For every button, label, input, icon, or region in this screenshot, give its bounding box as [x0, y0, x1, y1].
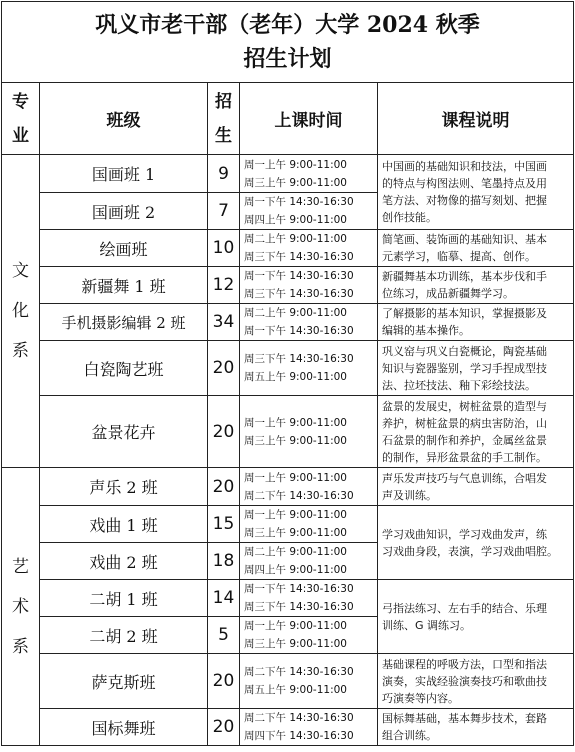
- header-time: 上课时间: [240, 83, 378, 155]
- course-desc: 国标舞基础，基本舞步技术，套路 组合训练。: [378, 709, 574, 746]
- class-time: 周二上午 9:00-11:00 周三下午 14:30-16:30: [240, 230, 378, 267]
- table-row: [2, 304, 574, 341]
- table-row: [2, 230, 574, 267]
- enroll-count: 9: [208, 155, 240, 193]
- enroll-count: 14: [208, 580, 240, 617]
- enroll-count: 10: [208, 230, 240, 267]
- class-name: 国标舞班: [40, 709, 208, 746]
- course-desc: 盆景的发展史，树桩盆景的造型与 养护，树桩盆景的病虫害防治，山 石盆景的制作和养护，金属丝盆景 的制作，异形盆景盆的手工制作。: [378, 396, 574, 468]
- header-desc: 课程说明: [378, 83, 574, 155]
- table-row: [2, 709, 574, 746]
- enrollment-table: [1, 1, 574, 746]
- table-row: [2, 155, 574, 193]
- class-time: 周一下午 14:30-16:30 周四上午 9:00-11:00: [240, 193, 378, 230]
- table-title: [2, 2, 574, 83]
- class-name: 白瓷陶艺班: [40, 341, 208, 396]
- table-row: [2, 341, 574, 396]
- dept-art: 艺 术 系: [2, 468, 40, 746]
- class-time: 周三下午 14:30-16:30 周五上午 9:00-11:00: [240, 341, 378, 396]
- header-class: 班级: [40, 83, 208, 155]
- table-row: [2, 396, 574, 468]
- enroll-count: 20: [208, 709, 240, 746]
- class-name: 二胡 2 班: [40, 617, 208, 654]
- title-line-2: 招生计划: [243, 46, 332, 72]
- course-desc: 中国画的基础知识和技法，中国画 的特点与构图法则、笔墨持点及用 笔方法、对物像的描写刻划、把握 创作技能。: [378, 155, 574, 230]
- header-enroll: 招 生: [208, 83, 240, 155]
- enroll-count: 12: [208, 267, 240, 304]
- course-desc: 了解摄影的基本知识，掌握摄影及 编辑的基本操作。: [378, 304, 574, 341]
- class-name: 戏曲 1 班: [40, 506, 208, 543]
- enroll-count: 7: [208, 193, 240, 230]
- enroll-count: 20: [208, 654, 240, 709]
- class-name: 国画班 2: [40, 193, 208, 230]
- course-desc: 新疆舞基本功训练，基本步伐和手 位练习，成品新疆舞学习。: [378, 267, 574, 304]
- enroll-count: 18: [208, 543, 240, 580]
- class-name: 二胡 1 班: [40, 580, 208, 617]
- header-row: [2, 83, 574, 155]
- enroll-count: 5: [208, 617, 240, 654]
- class-time: 周二下午 14:30-16:30 周四下午 14:30-16:30: [240, 709, 378, 746]
- class-name: 声乐 2 班: [40, 468, 208, 506]
- table-row: [2, 468, 574, 506]
- course-desc: 简笔画、装饰画的基础知识、基本 元素学习，临摹、提高、创作。: [378, 230, 574, 267]
- class-name: 盆景花卉: [40, 396, 208, 468]
- class-time: 周一下午 14:30-16:30 周三下午 14:30-16:30: [240, 267, 378, 304]
- enroll-count: 20: [208, 341, 240, 396]
- course-desc: 学习戏曲知识，学习戏曲发声，练 习戏曲身段，表演，学习戏曲唱腔。: [378, 506, 574, 580]
- class-time: 周二上午 9:00-11:00 周四上午 9:00-11:00: [240, 543, 378, 580]
- course-desc: 弓指法练习、左右手的结合、乐理 训练、G 调练习。: [378, 580, 574, 654]
- table-row: [2, 580, 574, 617]
- class-time: 周一上午 9:00-11:00 周二下午 14:30-16:30: [240, 468, 378, 506]
- class-name: 绘画班: [40, 230, 208, 267]
- course-desc: 声乐发声技巧与气息训练，合唱发 声及训练。: [378, 468, 574, 506]
- class-name: 国画班 1: [40, 155, 208, 193]
- class-time: 周二上午 9:00-11:00 周一下午 14:30-16:30: [240, 304, 378, 341]
- table-row: [2, 267, 574, 304]
- table-row: [2, 506, 574, 543]
- class-time: 周一上午 9:00-11:00 周三上午 9:00-11:00: [240, 617, 378, 654]
- class-name: 手机摄影编辑 2 班: [40, 304, 208, 341]
- title-line-1: 巩义市老干部（老年）大学 2024 秋季: [95, 12, 480, 38]
- class-time: 周一上午 9:00-11:00 周三上午 9:00-11:00: [240, 396, 378, 468]
- enroll-count: 34: [208, 304, 240, 341]
- class-name: 戏曲 2 班: [40, 543, 208, 580]
- class-time: 周二下午 14:30-16:30 周五上午 9:00-11:00: [240, 654, 378, 709]
- enroll-count: 15: [208, 506, 240, 543]
- course-desc: 基础课程的呼吸方法，口型和指法 演奏，实战经验演奏技巧和歌曲技 巧演奏等内容。: [378, 654, 574, 709]
- class-time: 周一上午 9:00-11:00 周三上午 9:00-11:00: [240, 506, 378, 543]
- class-name: 新疆舞 1 班: [40, 267, 208, 304]
- class-name: 萨克斯班: [40, 654, 208, 709]
- dept-culture: 文 化 系: [2, 155, 40, 468]
- enroll-count: 20: [208, 468, 240, 506]
- class-time: 周一上午 9:00-11:00 周三上午 9:00-11:00: [240, 155, 378, 193]
- enroll-count: 20: [208, 396, 240, 468]
- header-dept: 专 业: [2, 83, 40, 155]
- class-time: 周一下午 14:30-16:30 周三下午 14:30-16:30: [240, 580, 378, 617]
- table-row: [2, 654, 574, 709]
- course-desc: 巩义窑与巩义白瓷概论，陶瓷基础 知识与瓷器鉴别，学习手捏成型技 法、拉坯技法、釉下彩绘技法。: [378, 341, 574, 396]
